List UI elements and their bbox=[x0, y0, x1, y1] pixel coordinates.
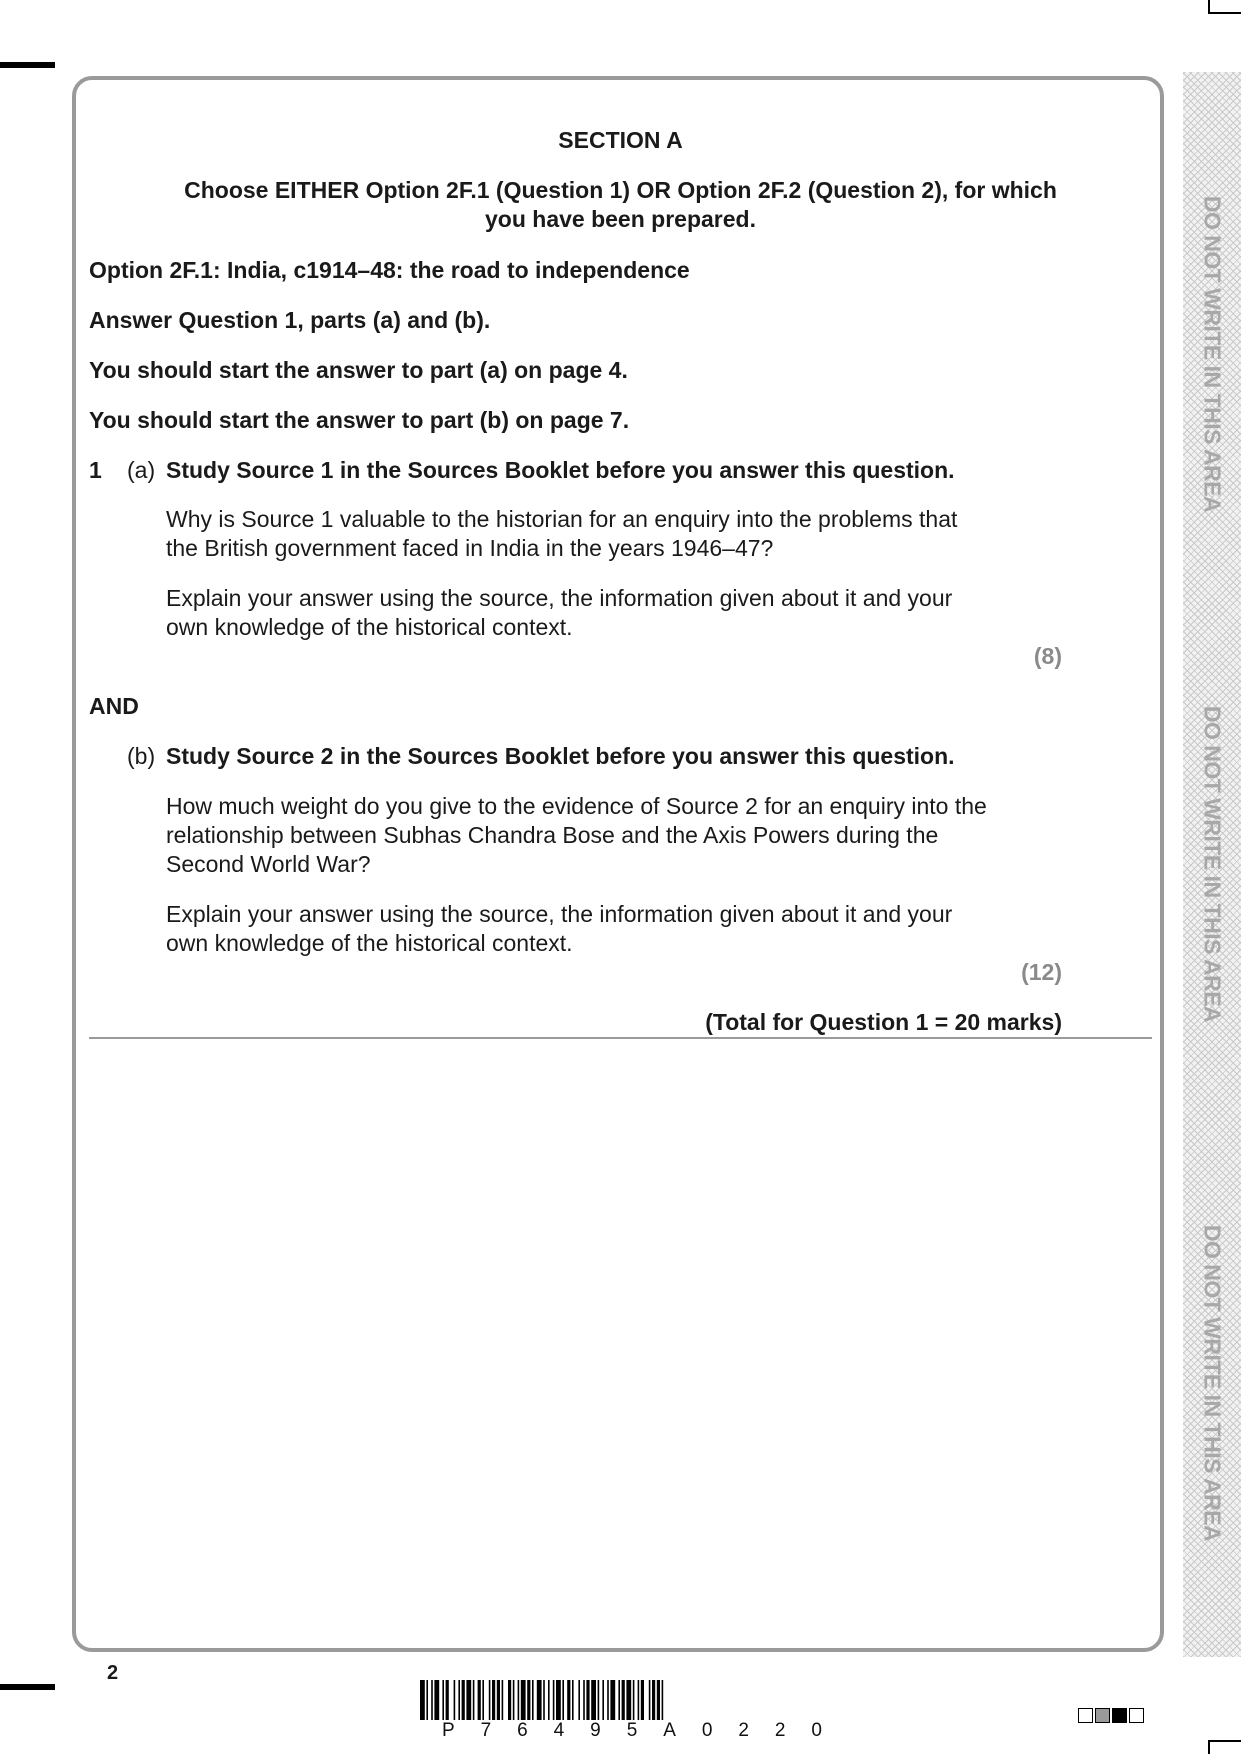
barcode-bar bbox=[598, 1680, 600, 1720]
marker-square-filled bbox=[1112, 1708, 1127, 1723]
barcode-char: 2 bbox=[738, 1720, 749, 1741]
barcode-bar bbox=[473, 1680, 475, 1720]
part-b-explain bbox=[166, 900, 952, 958]
part-a-label: (a) bbox=[127, 457, 156, 483]
page-number: 2 bbox=[107, 1662, 119, 1684]
barcode-bar bbox=[638, 1680, 640, 1720]
part-a-explain-line: Explain your answer using the source, the information given about it and your bbox=[166, 585, 953, 611]
barcode-bar bbox=[562, 1680, 564, 1720]
barcode-bar bbox=[434, 1680, 439, 1720]
barcode-bar bbox=[578, 1680, 580, 1720]
start-part-b-instruction: You should start the answer to part (b) on page 7. bbox=[89, 407, 630, 433]
answer-instruction: Answer Question 1, parts (a) and (b). bbox=[89, 307, 491, 333]
barcode-bar bbox=[586, 1680, 589, 1720]
barcode-bar bbox=[553, 1680, 555, 1720]
registration-mark bbox=[1208, 1740, 1210, 1754]
barcode-char: 6 bbox=[517, 1720, 528, 1741]
barcode-bar bbox=[527, 1680, 530, 1720]
barcode-bar bbox=[458, 1680, 460, 1720]
barcode-char: 2 bbox=[774, 1720, 786, 1741]
barcode-bar bbox=[521, 1680, 526, 1720]
part-b-marks: (12) bbox=[1021, 959, 1062, 985]
barcode-bar bbox=[602, 1680, 604, 1720]
part-a-explain bbox=[166, 584, 952, 642]
start-part-a-instruction: You should start the answer to part (a) on page 4. bbox=[89, 357, 628, 383]
barcode-bar bbox=[537, 1680, 542, 1720]
part-b-prompt-line: Second World War? bbox=[166, 851, 371, 877]
barcode-char: 9 bbox=[590, 1720, 601, 1741]
barcode-bar bbox=[446, 1680, 449, 1720]
barcode-bar bbox=[610, 1680, 615, 1720]
marker-square-grey bbox=[1095, 1708, 1110, 1723]
barcode-bar bbox=[513, 1680, 515, 1720]
barcode-bar bbox=[482, 1680, 484, 1720]
barcode-bar bbox=[657, 1680, 660, 1720]
part-b-label: (b) bbox=[127, 743, 156, 769]
part-b-prompt bbox=[166, 792, 987, 879]
barcode-bar bbox=[633, 1680, 635, 1720]
barcode-bar bbox=[567, 1680, 570, 1720]
barcode-char: 0 bbox=[811, 1720, 822, 1741]
question-total: (Total for Question 1 = 20 marks) bbox=[705, 1009, 1062, 1035]
barcode-char: 7 bbox=[480, 1720, 492, 1741]
barcode-bar bbox=[454, 1680, 456, 1720]
barcode-bar bbox=[492, 1680, 495, 1720]
part-a-prompt-line: the British government faced in India in the years 1946–47? bbox=[166, 535, 774, 561]
part-a-heading: Study Source 1 in the Sources Booklet before you answer this question. bbox=[166, 457, 955, 483]
part-b-explain-line: own knowledge of the historical context. bbox=[166, 930, 573, 956]
barcode-bar bbox=[591, 1680, 596, 1720]
part-b-prompt-line: relationship between Subhas Chandra Bose and the Axis Powers during the bbox=[166, 822, 939, 848]
part-b-prompt-line: How much weight do you give to the evidence of Source 2 for an enquiry into the bbox=[166, 793, 987, 819]
barcode-char: 0 bbox=[701, 1720, 713, 1741]
part-a-prompt bbox=[166, 505, 957, 563]
barcode-bar bbox=[431, 1680, 433, 1720]
barcode-bar bbox=[532, 1680, 534, 1720]
registration-mark bbox=[0, 62, 55, 68]
barcode-bar bbox=[497, 1680, 500, 1720]
barcode-bar bbox=[508, 1680, 511, 1720]
barcode-char: 4 bbox=[553, 1720, 565, 1741]
barcode-bar bbox=[426, 1680, 428, 1720]
part-b-explain-line: Explain your answer using the source, the information given about it and your bbox=[166, 901, 953, 927]
barcode-bar bbox=[548, 1680, 550, 1720]
barcode-bar bbox=[622, 1680, 625, 1720]
barcode-bar bbox=[420, 1680, 425, 1720]
part-a-marks: (8) bbox=[1033, 643, 1062, 669]
barcode-bar bbox=[556, 1680, 561, 1720]
part-a-prompt-line: Why is Source 1 valuable to the historian for an enquiry into the problems that bbox=[166, 506, 958, 532]
marker-square-empty bbox=[1078, 1708, 1093, 1723]
part-a-explain-line: own knowledge of the historical context. bbox=[166, 614, 573, 640]
barcode-bar bbox=[572, 1680, 574, 1720]
barcode-bar bbox=[478, 1680, 481, 1720]
barcode-bar bbox=[543, 1680, 545, 1720]
barcode-char: A bbox=[663, 1720, 676, 1741]
barcode-text bbox=[420, 1720, 844, 1742]
barcode-bar bbox=[652, 1680, 655, 1720]
registration-mark bbox=[0, 1684, 55, 1690]
marker-square-empty bbox=[1129, 1708, 1144, 1723]
barcode-bar bbox=[662, 1680, 664, 1720]
barcode-bar bbox=[518, 1680, 520, 1720]
barcode-bar bbox=[462, 1680, 465, 1720]
barcode-bar bbox=[466, 1680, 471, 1720]
barcode-bar bbox=[442, 1680, 444, 1720]
barcode-bar bbox=[618, 1680, 620, 1720]
barcode-bar bbox=[641, 1680, 644, 1720]
barcode-bar bbox=[489, 1680, 491, 1720]
part-b-heading: Study Source 2 in the Sources Booklet before you answer this question. bbox=[166, 743, 955, 769]
page-marker-squares bbox=[1078, 1708, 1144, 1723]
and-label: AND bbox=[89, 693, 139, 719]
question-number: 1 bbox=[89, 457, 102, 483]
choose-instruction: Choose EITHER Option 2F.1 (Question 1) OR Option 2F.2 (Question 2), for which you have been prepared. bbox=[184, 177, 1057, 232]
section-title: SECTION A bbox=[558, 127, 683, 153]
barcode-bar bbox=[626, 1680, 631, 1720]
barcode-bar bbox=[607, 1680, 609, 1720]
barcode-bar bbox=[502, 1680, 504, 1720]
barcode-bar bbox=[649, 1680, 651, 1720]
section-divider bbox=[89, 1037, 1152, 1039]
option-title: Option 2F.1: India, c1914–48: the road to independence bbox=[89, 257, 690, 283]
barcode-char: 5 bbox=[626, 1720, 638, 1741]
registration-mark bbox=[1208, 1740, 1241, 1742]
registration-mark bbox=[1208, 0, 1210, 12]
barcode-bar bbox=[583, 1680, 585, 1720]
registration-mark bbox=[1208, 12, 1241, 14]
barcode-char: P bbox=[442, 1720, 455, 1741]
